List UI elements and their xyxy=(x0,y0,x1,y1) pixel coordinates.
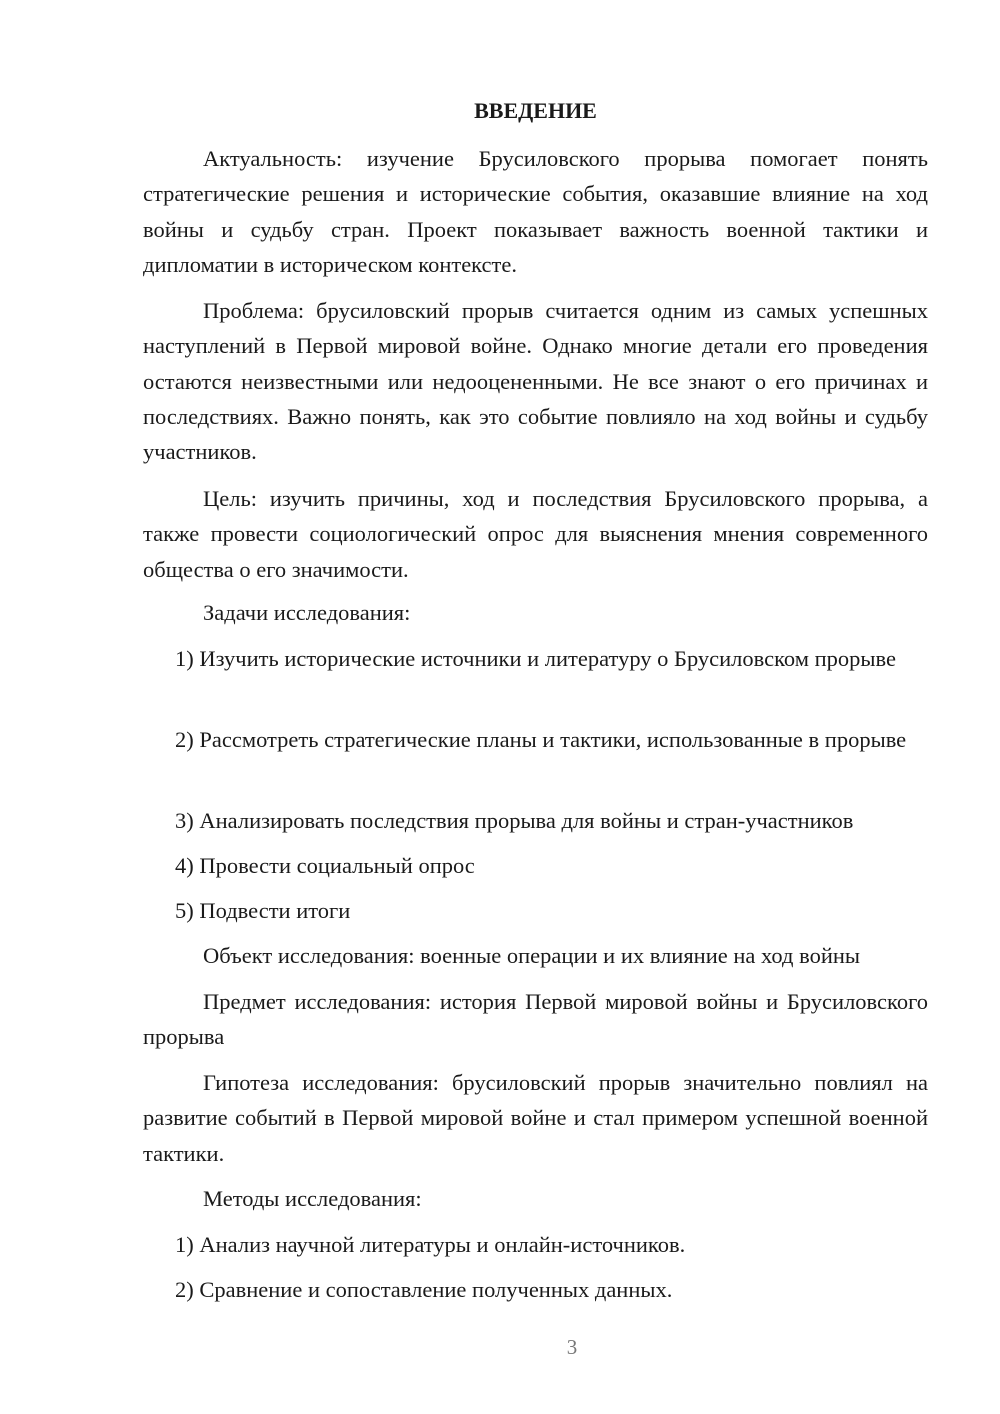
task-item-5: 5) Подвести итоги xyxy=(175,898,351,923)
section-title: ВВЕДЕНИЕ xyxy=(474,98,597,123)
task-item-4: 4) Провести социальный опрос xyxy=(175,853,475,878)
method-item-2: 2) Сравнение и сопоставление полученных данных. xyxy=(175,1277,673,1302)
method-item-1: 1) Анализ научной литературы и онлайн-источников. xyxy=(175,1232,686,1257)
relevance-paragraph: Актуальность: изучение Брусиловского прорыва помогает понять стратегические решения и исторические события, оказавшие влияние на ход войны и судьбу стран. Проект показывает важность военной тактики и дипломатии в историческом контексте. xyxy=(143,146,928,277)
problem-paragraph: Проблема: брусиловский прорыв считается одним из самых успешных наступлений в Первой мировой войне. Однако многие детали его проведения остаются неизвестными или недооцененными. Не все знают о его причинах и последствиях. Важно понять, как это событие повлияло на ход войны и судьбу участников. xyxy=(143,298,928,465)
goal-paragraph: Цель: изучить причины, ход и последствия Брусиловского прорыва, а также провести социологический опрос для выяснения мнения современного общества о его значимости. xyxy=(143,486,928,582)
hypothesis-paragraph: Гипотеза исследования: брусиловский прорыв значительно повлиял на развитие событий в Первой мировой войне и стал примером успешной военной тактики. xyxy=(143,1070,928,1166)
task-item-2: 2) Рассмотреть стратегические планы и тактики, использованные в прорыве xyxy=(175,727,907,752)
subject-paragraph: Предмет исследования: история Первой мировой войны и Брусиловского прорыва xyxy=(143,989,928,1050)
page-number: 3 xyxy=(566,1335,578,1359)
tasks-heading: Задачи исследования: xyxy=(203,600,411,625)
task-item-1: 1) Изучить исторические источники и литературу о Брусиловском прорыве xyxy=(175,646,896,671)
object-paragraph: Объект исследования: военные операции и их влияние на ход войны xyxy=(203,943,861,968)
task-item-3: 3) Анализировать последствия прорыва для войны и стран-участников xyxy=(175,808,854,833)
methods-heading: Методы исследования: xyxy=(203,1186,422,1211)
